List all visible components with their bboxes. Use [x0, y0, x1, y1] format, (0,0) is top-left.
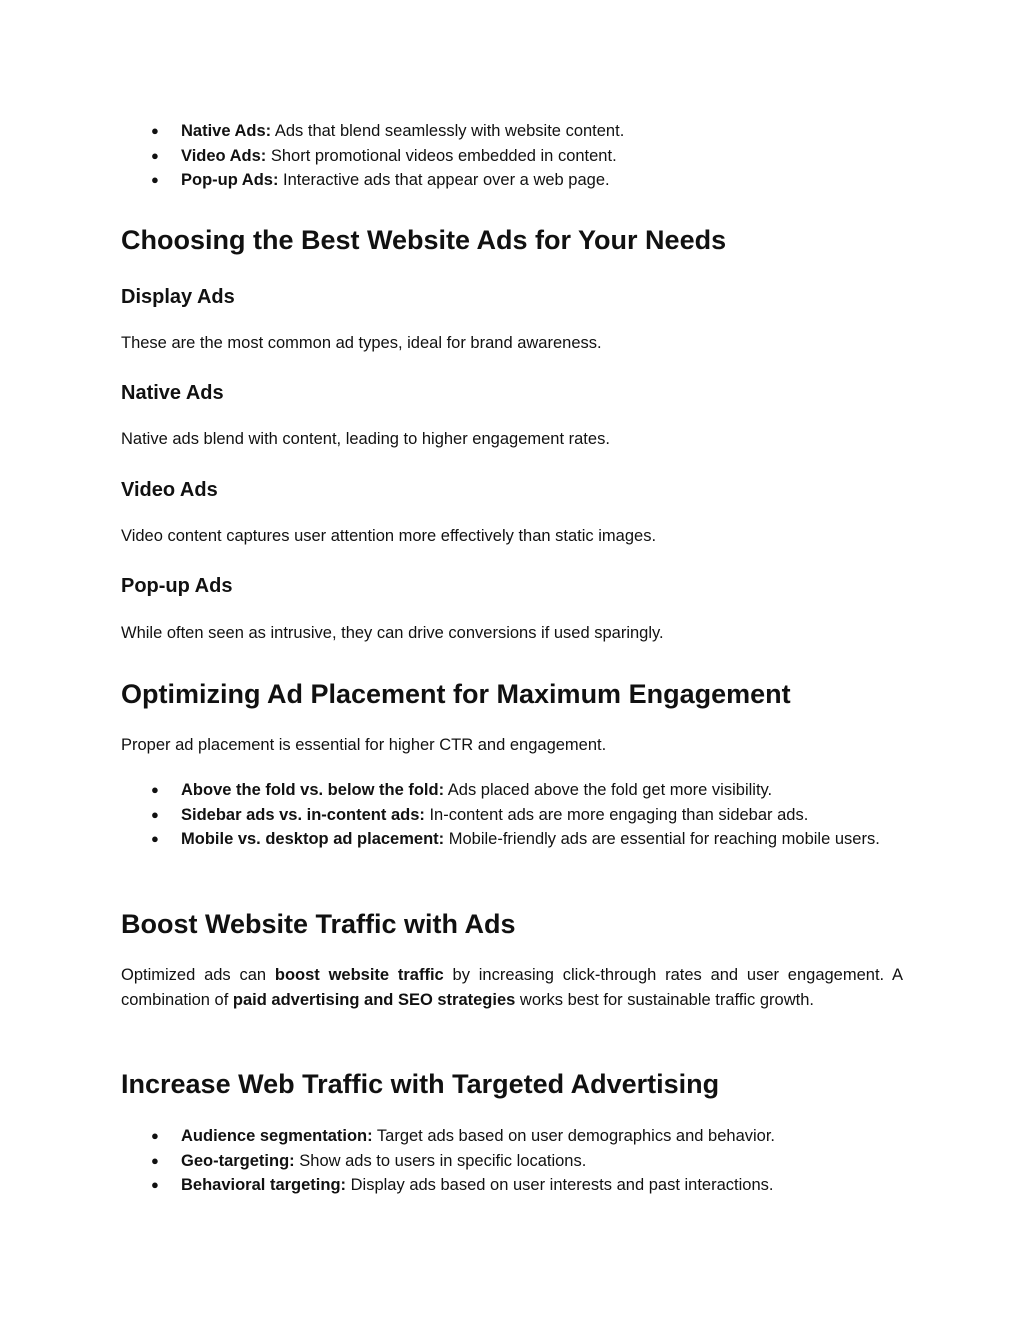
- section-heading-choosing: Choosing the Best Website Ads for Your Needs: [121, 225, 727, 255]
- bullet-icon: ●: [151, 782, 159, 797]
- list-item: ● Video Ads: Short promotional videos embedded in content.: [121, 144, 903, 169]
- list-item: ● Native Ads: Ads that blend seamlessly with website content.: [121, 119, 903, 144]
- section-heading-boost: Boost Website Traffic with Ads: [121, 909, 516, 939]
- list-item: ● Pop-up Ads: Interactive ads that appear over a web page.: [121, 168, 903, 193]
- bullet-icon: ●: [151, 806, 159, 822]
- paragraph-popup-ads: While often seen as intrusive, they can drive conversions if used sparingly.: [121, 624, 664, 642]
- bullet-icon: ●: [151, 172, 159, 187]
- paragraph-video-ads: Video content captures user attention more effectively than static images.: [121, 527, 657, 545]
- list-item: ● Sidebar ads vs. in-content ads: In-content ads are more engaging than sidebar ads.: [121, 803, 903, 828]
- bullet-icon: ●: [151, 1152, 159, 1168]
- list-item: ● Above the fold vs. below the fold: Ads placed above the fold get more visibility.: [121, 778, 903, 803]
- subheading-display-ads: Display Ads: [121, 286, 235, 308]
- bullet-icon: ●: [151, 1177, 159, 1192]
- section-heading-increase: Increase Web Traffic with Targeted Advertising: [121, 1069, 720, 1099]
- subheading-native-ads: Native Ads: [121, 382, 224, 404]
- subheading-popup-ads: Pop-up Ads: [121, 575, 233, 597]
- bullet-icon: ●: [151, 147, 159, 163]
- section-heading-optimizing: Optimizing Ad Placement for Maximum Engagement: [121, 679, 791, 709]
- paragraph-display-ads: These are the most common ad types, ideal for brand awareness.: [121, 334, 602, 352]
- list-item: ● Mobile vs. desktop ad placement: Mobile-friendly ads are essential for reaching mobile users.: [121, 827, 903, 852]
- bullet-icon: ●: [151, 1128, 159, 1143]
- targeting-list: [121, 1124, 903, 1198]
- placement-list: [121, 778, 903, 852]
- intro-ad-types-list: [121, 119, 903, 193]
- paragraph-optimizing: Proper ad placement is essential for higher CTR and engagement.: [121, 736, 607, 754]
- list-item: ● Audience segmentation: Target ads based on user demographics and behavior.: [121, 1124, 903, 1149]
- list-item: ● Behavioral targeting: Display ads based on user interests and past interactions.: [121, 1173, 903, 1198]
- bullet-icon: ●: [151, 123, 159, 138]
- bullet-icon: ●: [151, 831, 159, 846]
- subheading-video-ads: Video Ads: [121, 479, 218, 501]
- paragraph-boost: Optimized ads can boost website traffic by increasing click-through rates and user engagement. A combination of paid advertising and SEO strategies works best for sustainable traffic growth.: [121, 966, 904, 1009]
- list-item: ● Geo-targeting: Show ads to users in specific locations.: [121, 1149, 903, 1174]
- paragraph-native-ads: Native ads blend with content, leading to higher engagement rates.: [121, 430, 610, 448]
